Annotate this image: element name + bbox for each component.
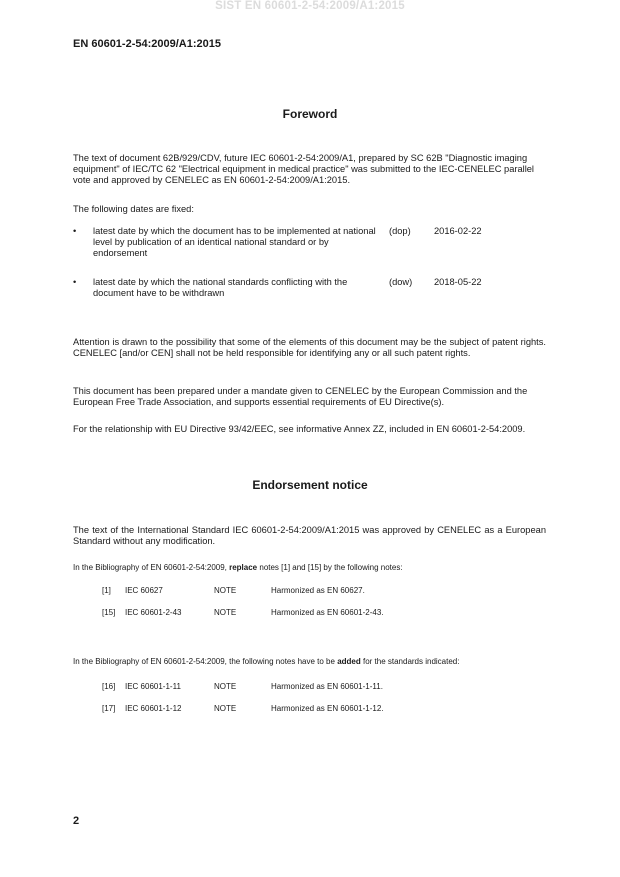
note-ref: [1] xyxy=(102,586,111,595)
note-label: NOTE xyxy=(214,608,237,617)
dow-date: 2018-05-22 xyxy=(434,277,482,287)
note-text: Harmonized as EN 60601-2-43. xyxy=(271,608,384,617)
bullet-marker: • xyxy=(73,277,77,287)
watermark: SIST EN 60601-2-54:2009/A1:2015 xyxy=(215,0,405,12)
note-standard: IEC 60601-1-11 xyxy=(125,682,181,691)
replace-intro: In the Bibliography of EN 60601-2-54:2009, replace notes [1] and [15] by the following notes: xyxy=(73,563,403,572)
note-ref: [17] xyxy=(102,704,116,713)
dow-description: latest date by which the national standards conflicting with the document have to be withdrawn xyxy=(93,277,348,298)
foreword-title: Foreword xyxy=(282,107,338,121)
mandate-statement: This document has been prepared under a mandate given to CENELEC by the European Commission and the European Free Trade Association, and supports essential requirements of EU Directive(s). xyxy=(73,386,528,407)
foreword-intro: The text of document 62B/929/CDV, future IEC 60601-2-54:2009/A1, prepared by SC 62B "Diagnostic imaging equipment" of IEC/TC 62 "Electrical equipment in medical practice" was submitted to the IEC-CENELEC parallel vote and approved by CENELEC as EN 60601-2-54:2009/A1:2015. xyxy=(73,153,534,185)
note-text: Harmonized as EN 60601-1-11. xyxy=(271,682,383,691)
note-standard: IEC 60601-2-43 xyxy=(125,608,182,617)
dates-intro: The following dates are fixed: xyxy=(73,204,194,214)
dop-description: latest date by which the document has to be implemented at national level by publication of an identical national standard or by endorsement xyxy=(93,226,376,258)
note-standard: IEC 60601-1-12 xyxy=(125,704,182,713)
dop-date: 2016-02-22 xyxy=(434,226,482,236)
endorsement-title: Endorsement notice xyxy=(252,478,368,492)
note-text: Harmonized as EN 60627. xyxy=(271,586,365,595)
page-number: 2 xyxy=(73,815,80,827)
patent-attention: Attention is drawn to the possibility that some of the elements of this document may be the subject of patent rights. CENELEC [and/or CEN] shall not be held responsible for identifying any or all such patent rights. xyxy=(73,337,546,358)
note-ref: [15] xyxy=(102,608,116,617)
note-label: NOTE xyxy=(214,586,237,595)
note-label: NOTE xyxy=(214,682,237,691)
dop-code: (dop) xyxy=(389,226,411,236)
document-id: EN 60601-2-54:2009/A1:2015 xyxy=(73,38,221,50)
note-text: Harmonized as EN 60601-1-12. xyxy=(271,704,384,713)
dow-code: (dow) xyxy=(389,277,413,287)
bullet-marker: • xyxy=(73,226,77,236)
note-row xyxy=(0,586,620,598)
note-standard: IEC 60627 xyxy=(125,586,163,595)
added-intro: In the Bibliography of EN 60601-2-54:2009, the following notes have to be added for the standards indicated: xyxy=(73,657,460,666)
note-row xyxy=(0,682,620,694)
endorsement-text: The text of the International Standard IEC 60601-2-54:2009/A1:2015 was approved by CENELEC as a European Standard without any modification. xyxy=(73,525,546,546)
note-row xyxy=(0,608,620,620)
note-row xyxy=(0,704,620,716)
directive-relationship: For the relationship with EU Directive 93/42/EEC, see informative Annex ZZ, included in EN 60601-2-54:2009. xyxy=(73,424,526,434)
note-ref: [16] xyxy=(102,682,116,691)
note-label: NOTE xyxy=(214,704,237,713)
